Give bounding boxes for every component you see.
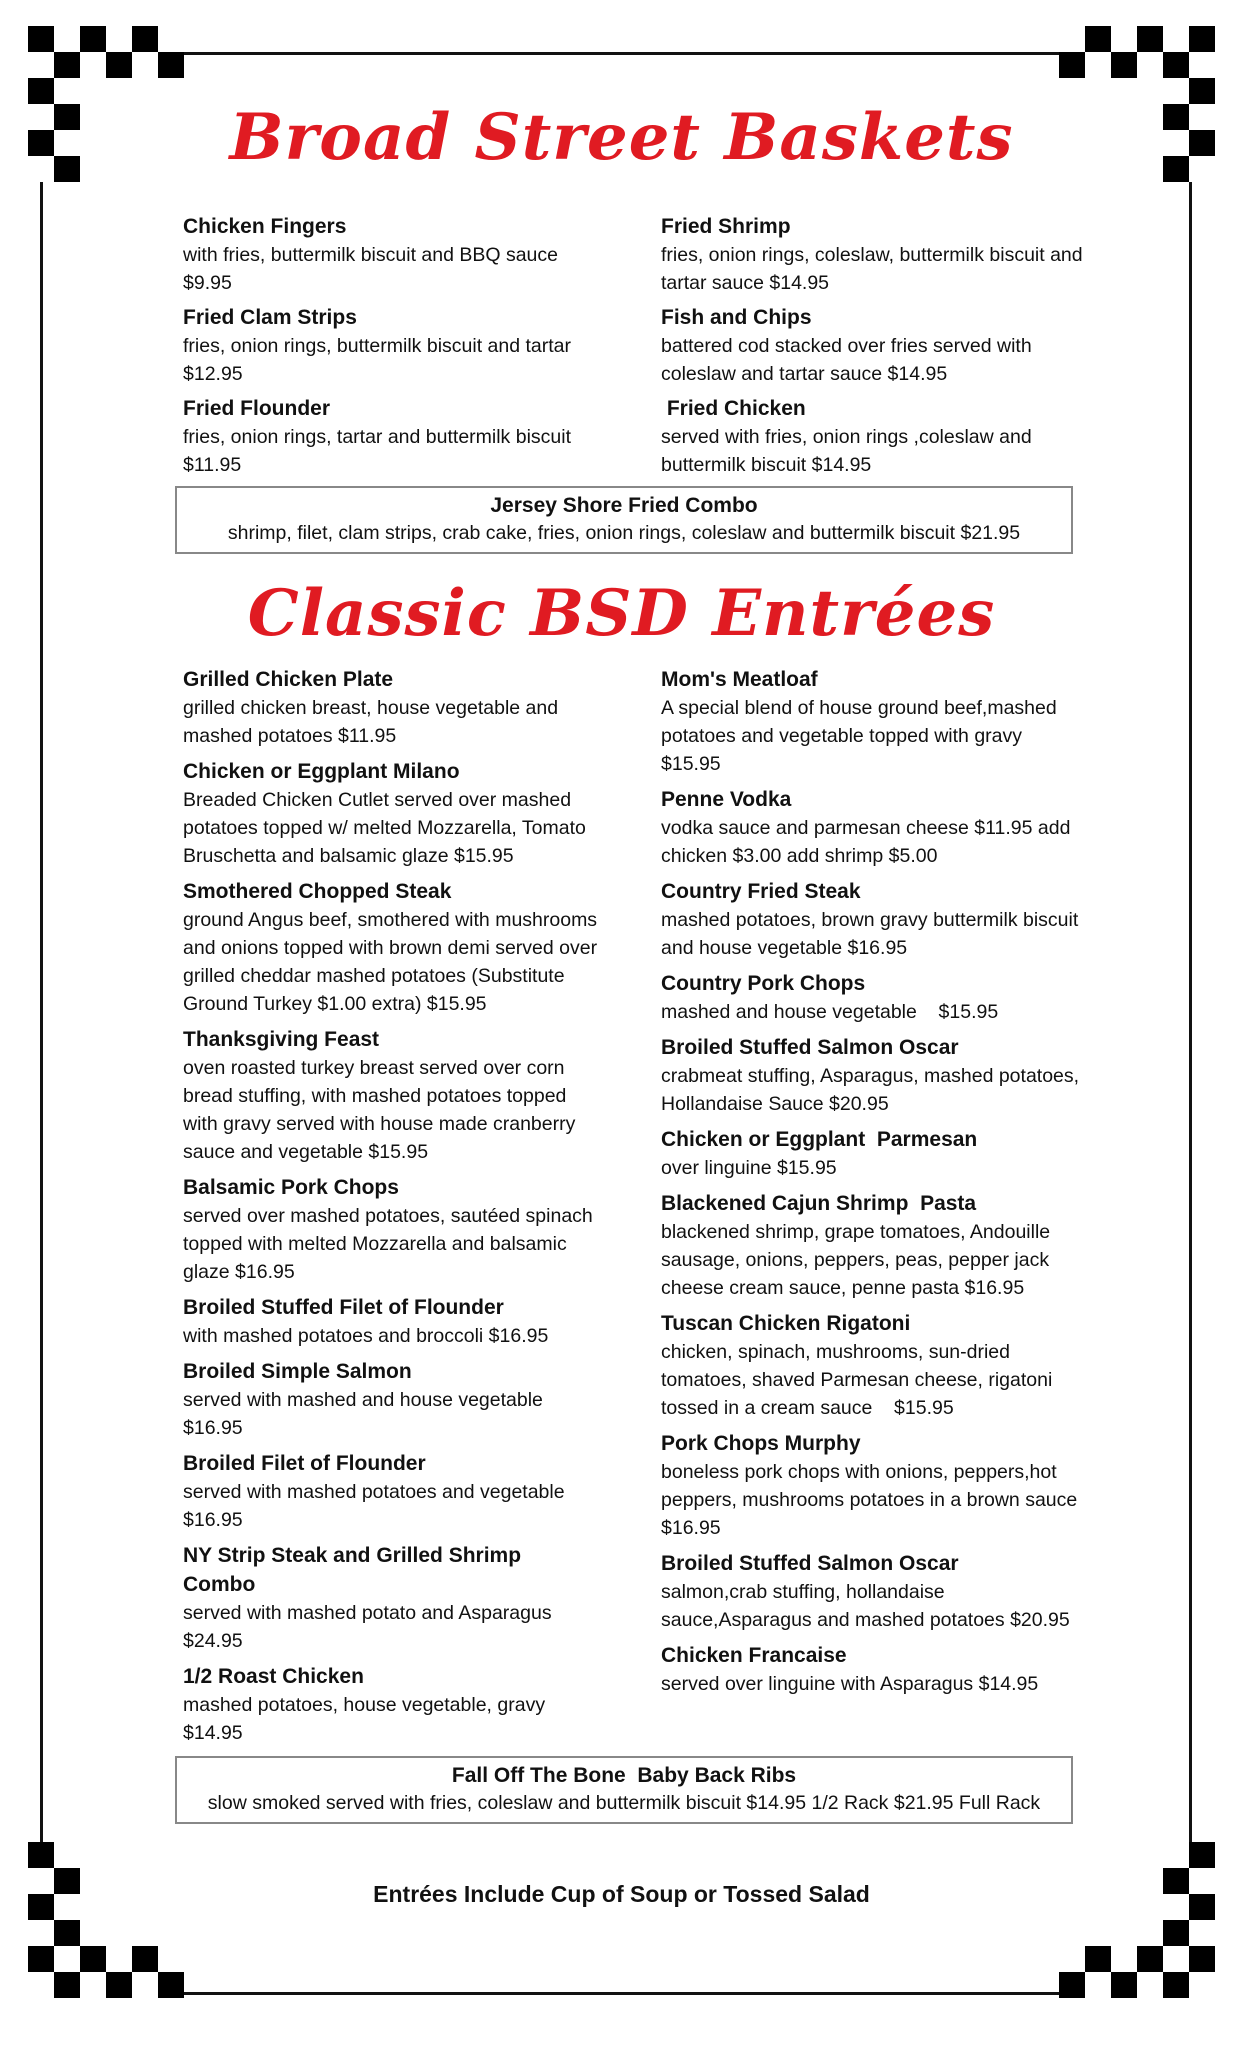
item-desc: grilled chicken breast, house vegetable and [183, 697, 559, 719]
item-desc: $16.95 [183, 1417, 243, 1439]
checker-corner-bottom-right [1059, 1946, 1215, 1998]
item-name: Pork Chops Murphy [661, 1432, 861, 1455]
item-desc: mashed potatoes, house vegetable, gravy [183, 1694, 546, 1716]
menu-item [183, 1541, 643, 1655]
item-desc: tomatoes, shaved Parmesan cheese, rigatoni [661, 1369, 1053, 1391]
item-name: Blackened Cajun Shrimp Pasta [661, 1192, 977, 1215]
item-name: Fried Clam Strips [183, 306, 357, 329]
item-desc: $9.95 [183, 272, 232, 294]
menu-item [661, 1641, 1121, 1698]
item-desc: $11.95 [183, 454, 242, 476]
item-name: Chicken Fingers [183, 215, 347, 238]
item-desc: $12.95 [183, 363, 243, 385]
menu-item [183, 1173, 643, 1286]
menu-item [183, 1662, 643, 1747]
menu-item [183, 877, 643, 1018]
item-name: Mom's Meatloaf [661, 668, 818, 691]
menu-item [183, 665, 643, 750]
item-name: Penne Vodka [661, 788, 792, 811]
item-desc: Breaded Chicken Cutlet served over mashed [183, 789, 572, 811]
checker-corner-top-left [28, 26, 184, 78]
menu-item [661, 1033, 1121, 1118]
menu-item [661, 212, 1101, 297]
item-desc: with fries, buttermilk biscuit and BBQ sauce [183, 244, 558, 266]
item-name: Broiled Simple Salmon [183, 1360, 412, 1383]
item-desc: battered cod stacked over fries served with [661, 335, 1032, 357]
entrees-title: Classic BSD Entrées [247, 576, 996, 651]
entrees-footer-note: Entrées Include Cup of Soup or Tossed Salad [373, 1881, 870, 1907]
item-desc: and house vegetable $16.95 [661, 937, 908, 959]
item-desc: served over linguine with Asparagus $14.95 [661, 1673, 1039, 1695]
combo-desc: shrimp, filet, clam strips, crab cake, fries, onion rings, coleslaw and buttermilk biscuit $21.95 [227, 522, 1021, 544]
item-desc: ground Angus beef, smothered with mushrooms [183, 909, 598, 931]
item-desc: blackened shrimp, grape tomatoes, Andouille [661, 1221, 1051, 1243]
combo-name: Jersey Shore Fried Combo [490, 494, 758, 517]
menu-item [183, 212, 623, 297]
item-name: 1/2 Roast Chicken [183, 1665, 364, 1688]
item-desc: crabmeat stuffing, Asparagus, mashed potatoes, [661, 1065, 1080, 1087]
menu-item [661, 1549, 1121, 1634]
item-desc: served with mashed potatoes and vegetable [183, 1481, 565, 1503]
item-desc: fries, onion rings, tartar and buttermilk biscuit [183, 426, 572, 448]
item-desc: Bruschetta and balsamic glaze $15.95 [183, 845, 514, 867]
item-name: Balsamic Pork Chops [183, 1176, 399, 1199]
item-desc: buttermilk biscuit $14.95 [661, 454, 872, 476]
menu-item [183, 1357, 643, 1442]
item-desc: boneless pork chops with onions, peppers,hot [661, 1461, 1057, 1483]
item-desc: $14.95 [183, 1722, 243, 1744]
entrees-left-column [183, 665, 643, 1747]
item-desc: fries, onion rings, coleslaw, buttermilk biscuit and [661, 244, 1083, 266]
item-desc: with mashed potatoes and broccoli $16.95 [183, 1325, 549, 1347]
item-name: Smothered Chopped Steak [183, 880, 452, 903]
item-desc: topped with melted Mozzarella and balsamic [183, 1233, 567, 1255]
item-desc: and onions topped with brown demi served over [183, 937, 598, 959]
item-name: Tuscan Chicken Rigatoni [661, 1312, 911, 1335]
item-name: Thanksgiving Feast [183, 1028, 380, 1051]
item-name: Fried Flounder [183, 397, 330, 420]
item-name: Combo [183, 1573, 256, 1596]
item-desc: with gravy served with house made cranberry [183, 1113, 576, 1135]
item-desc: tossed in a cream sauce $15.95 [661, 1397, 954, 1419]
item-desc: mashed and house vegetable $15.95 [661, 1001, 999, 1023]
menu-item [183, 757, 643, 870]
item-desc: $15.95 [661, 753, 721, 775]
item-desc: over linguine $15.95 [661, 1157, 837, 1179]
item-desc: served with mashed potato and Asparagus [183, 1602, 552, 1624]
menu-item [183, 394, 623, 479]
baskets-right-column [661, 212, 1101, 479]
combo-box [175, 486, 1073, 554]
menu-item [661, 1429, 1121, 1542]
item-name: Broiled Stuffed Salmon Oscar [661, 1036, 959, 1059]
menu-item [661, 785, 1121, 870]
item-desc: fries, onion rings, buttermilk biscuit and tartar [183, 335, 572, 357]
item-name: Broiled Filet of Flounder [183, 1452, 426, 1475]
item-desc: mashed potatoes, brown gravy buttermilk biscuit [661, 909, 1079, 931]
item-desc: vodka sauce and parmesan cheese $11.95 add [661, 817, 1071, 839]
menu-item [661, 1125, 1121, 1182]
item-name: Fried Chicken [661, 397, 806, 420]
item-desc: potatoes topped w/ melted Mozzarella, Tomato [183, 817, 586, 839]
item-name: Broiled Stuffed Filet of Flounder [183, 1296, 504, 1319]
item-desc: tartar sauce $14.95 [661, 272, 830, 294]
item-desc: chicken, spinach, mushrooms, sun-dried [661, 1341, 1010, 1363]
item-desc: cheese cream sauce, penne pasta $16.95 [661, 1277, 1025, 1299]
item-name: Chicken or Eggplant Parmesan [661, 1128, 978, 1151]
item-name: Country Fried Steak [661, 880, 861, 903]
item-desc: coleslaw and tartar sauce $14.95 [661, 363, 948, 385]
item-desc: $16.95 [183, 1509, 243, 1531]
item-desc: sauce and vegetable $15.95 [183, 1141, 429, 1163]
item-desc: sausage, onions, peppers, peas, pepper jack [661, 1249, 1050, 1271]
item-name: NY Strip Steak and Grilled Shrimp [183, 1544, 522, 1567]
item-name: Grilled Chicken Plate [183, 668, 394, 691]
item-name: Chicken Francaise [661, 1644, 847, 1667]
ribs-desc: slow smoked served with fries, coleslaw and buttermilk biscuit $14.95 1/2 Rack $21.95 Full Rack [207, 1792, 1041, 1814]
item-desc: Ground Turkey $1.00 extra) $15.95 [183, 993, 487, 1015]
item-desc: served over mashed potatoes, sautéed spinach [183, 1205, 593, 1227]
menu-item [661, 969, 1121, 1026]
item-desc: oven roasted turkey breast served over corn [183, 1057, 565, 1079]
menu-item [183, 1293, 643, 1350]
item-name: Chicken or Eggplant Milano [183, 760, 460, 783]
menu-item [183, 1449, 643, 1534]
item-name: Country Pork Chops [661, 972, 866, 995]
ribs-name: Fall Off The Bone Baby Back Ribs [451, 1764, 797, 1787]
item-desc: $16.95 [661, 1517, 721, 1539]
item-desc: sauce,Asparagus and mashed potatoes $20.95 [661, 1609, 1070, 1631]
item-desc: served with mashed and house vegetable [183, 1389, 543, 1411]
menu-item [661, 1189, 1121, 1302]
baskets-left-column [183, 212, 623, 479]
menu-item [661, 394, 1101, 479]
checker-corner-bottom-left [28, 1946, 184, 1998]
checker-corner-top-right [1059, 26, 1215, 78]
item-desc: A special blend of house ground beef,mashed [661, 697, 1057, 719]
item-desc: peppers, mushrooms potatoes in a brown sauce [661, 1489, 1078, 1511]
menu-item [661, 877, 1121, 962]
item-desc: $24.95 [183, 1630, 243, 1652]
menu-item [661, 665, 1121, 778]
item-desc: chicken $3.00 add shrimp $5.00 [661, 845, 938, 867]
menu-item [183, 1025, 643, 1166]
item-desc: potatoes and vegetable topped with gravy [661, 725, 1023, 747]
item-desc: glaze $16.95 [183, 1261, 295, 1283]
item-name: Fish and Chips [661, 306, 812, 329]
item-name: Fried Shrimp [661, 215, 791, 238]
item-name: Broiled Stuffed Salmon Oscar [661, 1552, 959, 1575]
menu-item [183, 303, 623, 388]
item-desc: bread stuffing, with mashed potatoes topped [183, 1085, 567, 1107]
item-desc: mashed potatoes $11.95 [183, 725, 397, 747]
item-desc: Hollandaise Sauce $20.95 [661, 1093, 889, 1115]
item-desc: served with fries, onion rings ,coleslaw and [661, 426, 1032, 448]
item-desc: salmon,crab stuffing, hollandaise [661, 1581, 945, 1603]
menu-item [661, 1309, 1121, 1422]
item-desc: grilled cheddar mashed potatoes (Substitute [183, 965, 565, 987]
ribs-box [175, 1756, 1073, 1824]
menu-item [661, 303, 1101, 388]
entrees-right-column [661, 665, 1121, 1698]
baskets-title: Broad Street Baskets [229, 100, 1014, 175]
